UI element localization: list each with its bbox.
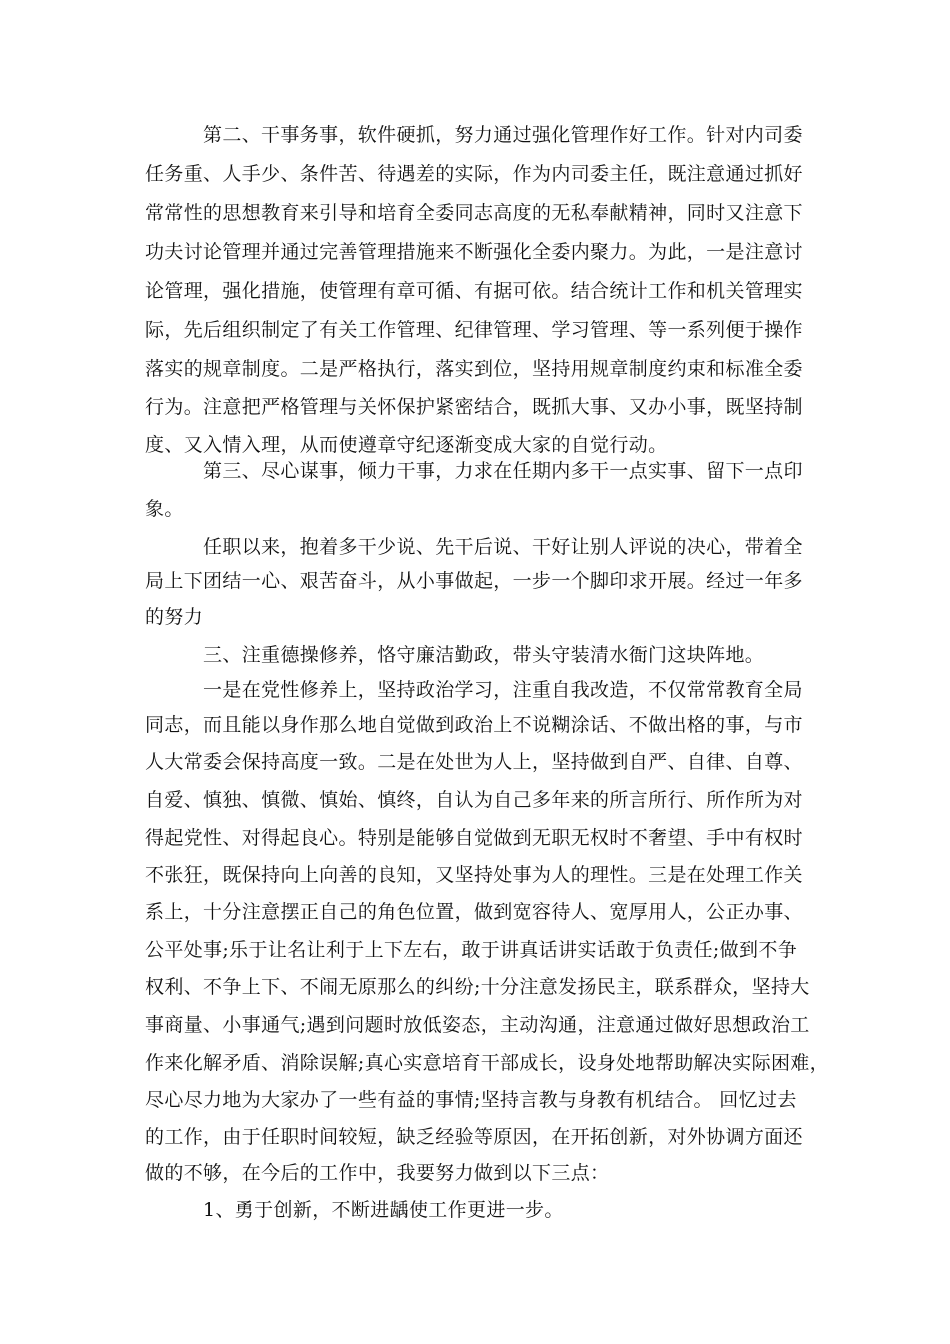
text-line: 作来化解矛盾、消除误解;真心实意培育干部成长，设身处地帮助解决实际困难， bbox=[145, 1052, 830, 1074]
text-line: 权利、不争上下、不闹无原那么的纠纷;十分注意发扬民主，联系群众，坚持大 bbox=[145, 976, 810, 998]
text-line: 做的不够，在今后的工作中，我要努力做到以下三点： bbox=[145, 1162, 610, 1184]
text-line: 功夫讨论管理并通过完善管理措施来不断强化全委内聚力。为此，一是注意讨 bbox=[145, 241, 803, 263]
text-line: 不张狂，既保持向上向善的良知，又坚持处事为人的理性。三是在处理工作关 bbox=[145, 864, 803, 886]
text-line: 任职以来，抱着多干少说、先干后说、干好让别人评说的决心，带着全 bbox=[203, 536, 803, 558]
text-line: 公平处事;乐于让名让利于上下左右，敢于讲真话讲实话敢于负责任;做到不争 bbox=[145, 939, 798, 961]
text-line: 1、勇于创新，不断进龋使工作更进一步。 bbox=[203, 1199, 564, 1221]
text-line: 落实的规章制度。二是严格执行，落实到位，坚持用规章制度约束和标准全委 bbox=[145, 358, 803, 380]
text-line: 任务重、人手少、条件苦、待遇差的实际，作为内司委主任，既注意通过抓好 bbox=[145, 163, 803, 185]
text-line: 三、注重德操修养，恪守廉洁勤政，带头守装清水衙门这块阵地。 bbox=[203, 644, 765, 666]
text-line: 自爱、慎独、慎微、慎始、慎终，自认为自己多年来的所言所行、所作所为对 bbox=[145, 789, 803, 811]
text-line: 一是在党性修养上，坚持政治学习，注重自我改造，不仅常常教育全局 bbox=[203, 679, 803, 701]
text-line: 第三、尽心谋事，倾力干事，力求在任期内多干一点实事、留下一点印 bbox=[203, 460, 803, 482]
text-line: 象。 bbox=[145, 498, 184, 520]
text-line: 人大常委会保持高度一致。二是在处世为人上，坚持做到自严、自律、自尊、 bbox=[145, 751, 803, 773]
text-line: 得起党性、对得起良心。特别是能够自觉做到无职无权时不奢望、手中有权时 bbox=[145, 827, 803, 849]
text-line: 论管理，强化措施，使管理有章可循、有据可依。结合统计工作和机关管理实 bbox=[145, 280, 803, 302]
text-line: 尽心尽力地为大家办了一些有益的事情;坚持言教与身教有机结合。 回忆过去 bbox=[145, 1089, 797, 1111]
text-line: 同志，而且能以身作那么地自觉做到政治上不说糊涂话、不做出格的事，与市 bbox=[145, 714, 803, 736]
text-line: 的努力 bbox=[145, 606, 204, 628]
text-line: 行为。注意把严格管理与关怀保护紧密结合，既抓大事、又办小事，既坚持制 bbox=[145, 396, 803, 418]
text-line: 事商量、小事通气;遇到问题时放低姿态，主动沟通，注意通过做好思想政治工 bbox=[145, 1014, 810, 1036]
text-line: 际，先后组织制定了有关工作管理、纪律管理、学习管理、等一系列便于操作 bbox=[145, 319, 803, 341]
text-line: 度、又入情入理，从而使遵章守纪逐渐变成大家的自觉行动。 bbox=[145, 434, 668, 456]
text-line: 的工作，由于任职时间较短，缺乏经验等原因，在开拓创新，对外协调方面还 bbox=[145, 1126, 803, 1148]
text-line: 第二、干事务事，软件硬抓，努力通过强化管理作好工作。针对内司委 bbox=[203, 124, 803, 146]
text-line: 常常性的思想教育来引导和培育全委同志高度的无私奉献精神，同时又注意下 bbox=[145, 202, 803, 224]
text-line: 系上，十分注意摆正自己的角色位置，做到宽容待人、宽厚用人，公正办事、 bbox=[145, 901, 803, 923]
text-line: 局上下团结一心、艰苦奋斗，从小事做起，一步一个脚印求开展。经过一年多 bbox=[145, 570, 803, 592]
